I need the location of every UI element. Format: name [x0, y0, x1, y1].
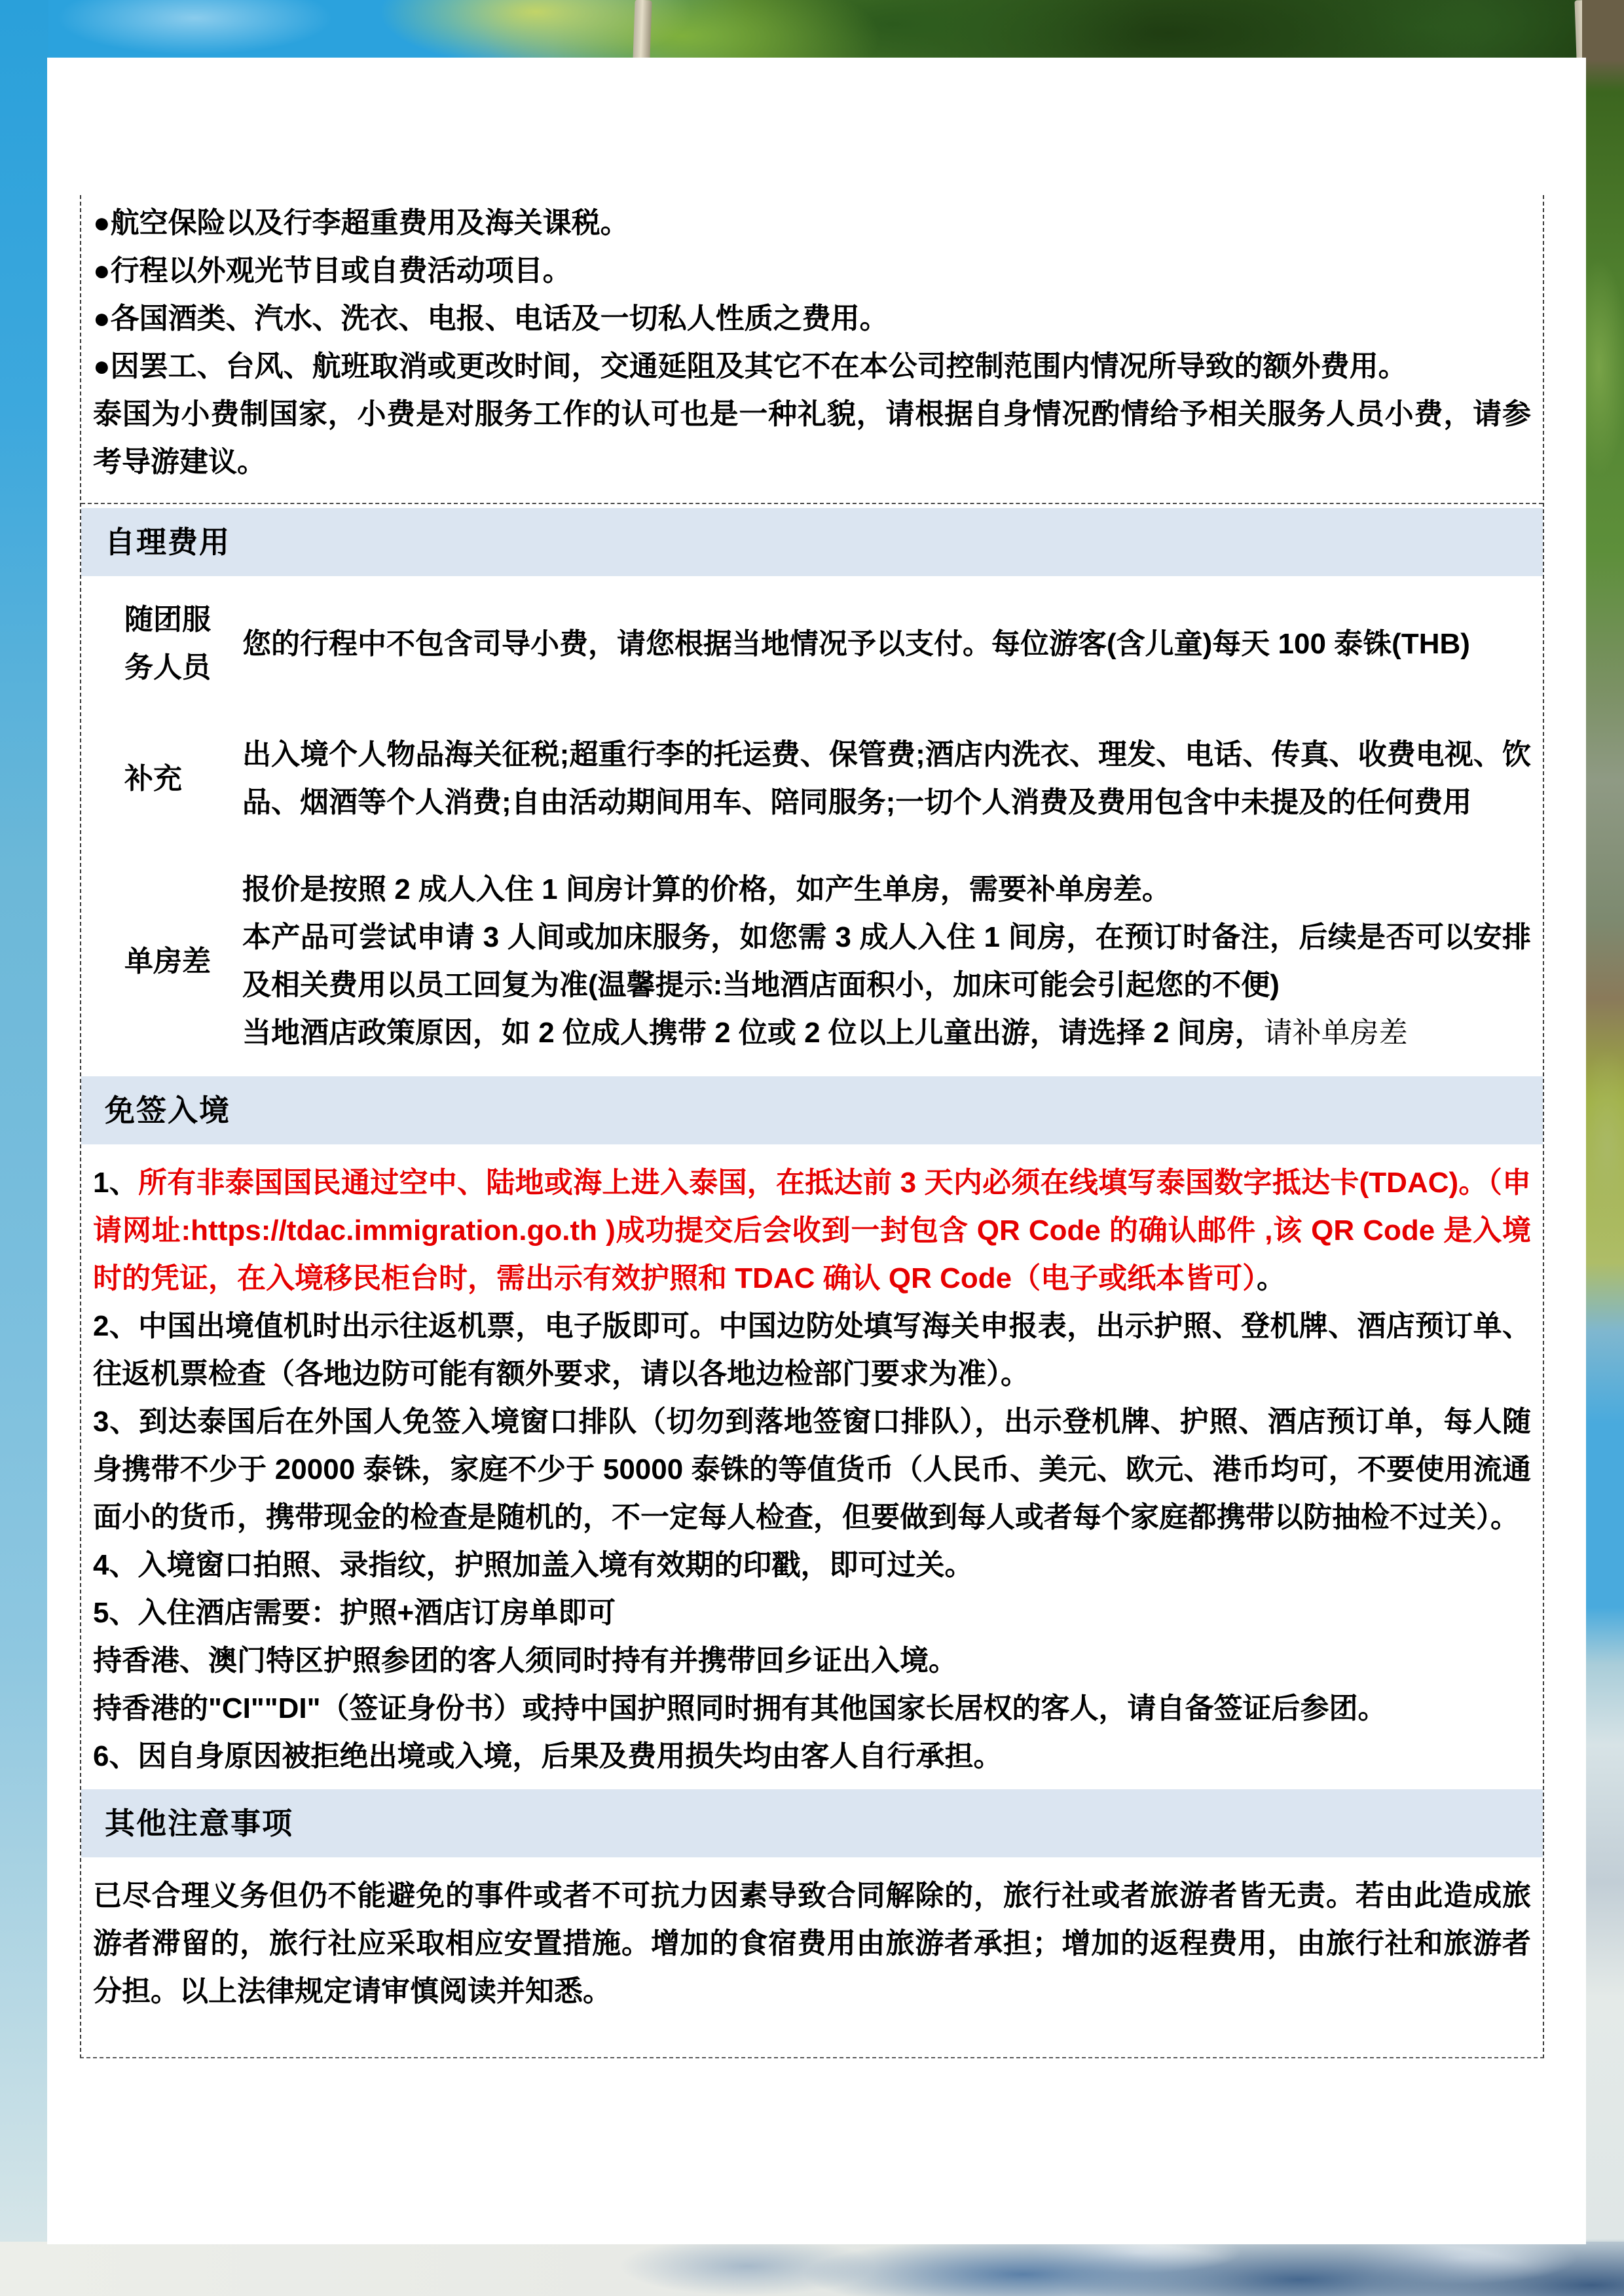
- exclusion-bullet-line: ●各国酒类、汽水、洗衣、电报、电话及一切私人性质之费用。: [93, 302, 889, 335]
- section-header-self-paid-fees: [81, 508, 1543, 576]
- row-content-cell: [242, 866, 1531, 1057]
- liability-paragraph: 已尽合理义务但仍不能避免的事件或者不可抗力因素导致合同解除的，旅行社或者旅游者皆无责。若由此造成旅游者滞留的，旅行社应采取相应安置措施。增加的食宿费用由旅游者承担；增加的返程费用，由旅行社和旅游者分担。以上法律规定请审慎阅读并知悉。: [93, 1880, 1531, 2007]
- tdac-alert-text: 所有非泰国国民通过空中、陆地或海上进入泰国，在抵达前 3 天内必须在线填写泰国数字抵达卡(TDAC)。（申请网址:https://tdac.immigration.go.th )成功提交后会收到一封包含 QR Code 的确认邮件 ,该 QR Code 是入境时的凭证，在入境移民柜台时，需出示有效护照和 TDAC 确认 QR Code（电子或纸本皆可）: [93, 1167, 1531, 1294]
- beach-photo-top-band: [0, 0, 1624, 60]
- beach-photo-bottom-band: [0, 2242, 1624, 2296]
- table-row-supplement: [93, 711, 1531, 846]
- exclusion-bullet-line: ●航空保险以及行李超重费用及海关课税。: [93, 207, 629, 239]
- exclusion-bullet-line: ●因罢工、台风、航班取消或更改时间，交通延阻及其它不在本公司控制范围内情况所导致的额外费用。: [93, 350, 1407, 382]
- section-title: 免签入境: [105, 1093, 231, 1127]
- other-notes-body: [93, 1857, 1531, 2024]
- row-content-cell: [242, 731, 1531, 826]
- table-boundary-line: [81, 503, 1543, 504]
- document-page: [47, 58, 1586, 2244]
- row-content-cell: [242, 620, 1531, 668]
- visa-item-3: 3、到达泰国后在外国人免签入境窗口排队（切勿到落地签窗口排队），出示登机牌、护照、酒店预订单，每人随身携带不少于 20000 泰铢，家庭不少于 50000 泰铢的等值货币（人民币、美元、欧元、港币均可，不要使用流通面小的货币，携带现金的检查是随机的，不一定每人检查，但要做到每人或者每个家庭都携带以防抽检不过关）。: [93, 1406, 1531, 1533]
- visa-item-6: 6、因自身原因被拒绝出境或入境，后果及费用损失均由客人自行承担。: [93, 1740, 1003, 1772]
- visa-free-entry-body: [93, 1144, 1531, 1789]
- swing-rope-icon: [633, 0, 652, 60]
- single-room-supplement-note: 请补单房差: [1263, 1017, 1408, 1049]
- row-content-text: 本产品可尝试申请 3 人间或加床服务，如您需 3 成人入住 1 间房，在预订时备注，后续是否可以安排及相关费用以员工回复为准(温馨提示:当地酒店面积小，加床可能会引起您的不便): [242, 921, 1531, 1001]
- row-label: 单房差: [124, 945, 211, 977]
- row-label: 随团服务人员: [124, 604, 211, 683]
- hk-macau-note: 持香港、澳门特区护照参团的客人须同时持有并携带回乡证出入境。: [93, 1645, 957, 1677]
- row-content-text: 报价是按照 2 成人入住 1 间房计算的价格，如产生单房，需要补单房差。: [242, 873, 1171, 905]
- row-label-cell: [93, 596, 242, 691]
- row-content-text: [242, 1009, 1531, 1057]
- beach-photo-right-strip: [1582, 0, 1624, 2296]
- item-period: 。: [1257, 1262, 1286, 1294]
- tipping-note-paragraph: 泰国为小费制国家，小费是对服务工作的认可也是一种礼貌，请根据自身情况酌情给予相关服务人员小费，请参考导游建议。: [93, 398, 1531, 478]
- exclusion-bullet-line: ●行程以外观光节目或自费活动项目。: [93, 255, 572, 287]
- row-label: 补充: [124, 762, 182, 795]
- visa-item-1: [93, 1159, 1531, 1302]
- visa-item-2: 2、中国出境值机时出示往返机票，电子版即可。中国边防处填写海关申报表，出示护照、登机牌、酒店预订单、往返机票检查（各地边防可能有额外要求，请以各地边检部门要求为准）。: [93, 1310, 1531, 1390]
- table-row-single-room-supplement: [93, 846, 1531, 1076]
- beach-photo-left-strip: [0, 0, 48, 2296]
- table-row-escort-staff: [93, 576, 1531, 711]
- section-header-visa-free-entry: [81, 1076, 1543, 1144]
- visa-item-4: 4、入境窗口拍照、录指纹，护照加盖入境有效期的印戳，即可过关。: [93, 1549, 974, 1581]
- row-content-text: 出入境个人物品海关征税;超重行李的托运费、保管费;酒店内洗衣、理发、电话、传真、收费电视、饮品、烟酒等个人消费;自由活动期间用车、陪同服务;一切个人消费及费用包含中未提及的任何费用: [242, 738, 1531, 818]
- visa-item-5: 5、入住酒店需要：护照+酒店订房单即可: [93, 1597, 616, 1629]
- hk-ci-di-note: 持香港的"CI""DI"（签证身份书）或持中国护照同时拥有其他国家长居权的客人，请自备签证后参团。: [93, 1692, 1387, 1724]
- section-title: 其他注意事项: [105, 1806, 293, 1840]
- row-content-text: 您的行程中不包含司导小费，请您根据当地情况予以支付。每位游客(含儿童)每天 100 泰铢(THB): [242, 627, 1470, 660]
- text-boundary-area: [80, 195, 1544, 2058]
- section-header-other-notes: [81, 1789, 1543, 1857]
- row-content-text: 当地酒店政策原因，如 2 位成人携带 2 位或 2 位以上儿童出游，请选择 2 间房，: [242, 1017, 1264, 1049]
- row-label-cell: [93, 755, 242, 803]
- item-number: 1、: [93, 1167, 139, 1199]
- row-label-cell: [93, 938, 242, 985]
- section-title: 自理费用: [105, 524, 231, 559]
